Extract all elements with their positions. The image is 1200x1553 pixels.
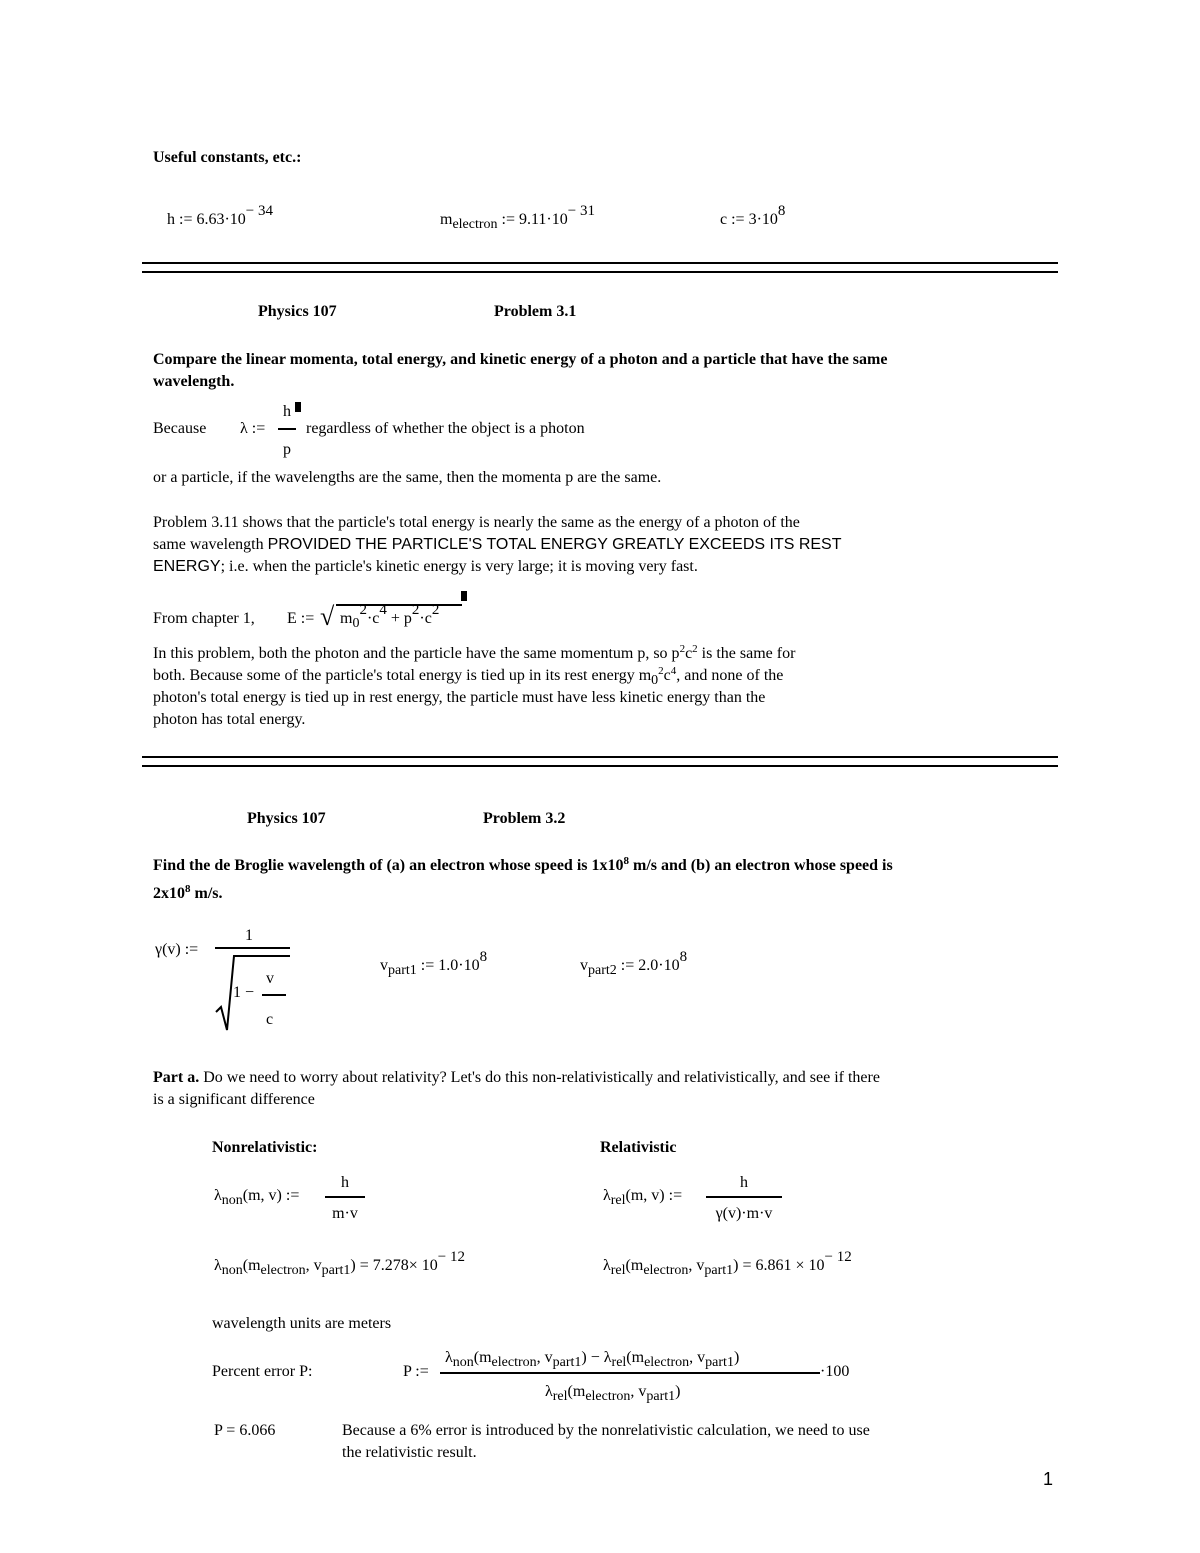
- lambda-rel-result: λrel(melectron, vpart1) = 6.861 × 10− 12: [603, 1249, 852, 1278]
- relativistic-heading: Relativistic: [600, 1139, 677, 1156]
- lambda-rel-numerator: h: [740, 1174, 748, 1191]
- times-100: ·100: [820, 1363, 850, 1380]
- lambda-rel-denominator: γ(v)·m·v: [715, 1205, 773, 1222]
- nonrelativistic-heading: Nonrelativistic:: [212, 1139, 318, 1156]
- course-title: Physics 107: [258, 303, 337, 320]
- regardless-text: regardless of whether the object is a photon: [306, 420, 585, 437]
- fraction-bar: [215, 947, 290, 949]
- energy-radicand: m02·c4 + p2·c2: [340, 602, 440, 631]
- lambda-rel-definition: λrel(m, v) :=: [603, 1187, 683, 1208]
- v-part1-definition: vpart1 := 1.0·108: [380, 949, 488, 978]
- part-a-text-cont: is a significant difference: [153, 1091, 315, 1108]
- page-number: 1: [1043, 1469, 1054, 1489]
- problem-title: Problem 3.2: [483, 810, 566, 827]
- fraction-bar: [262, 994, 286, 996]
- percent-error-label: Percent error P:: [212, 1363, 313, 1380]
- paragraph-line: Problem 3.11 shows that the particle's total energy is nearly the same as the energy of a photon of the: [153, 514, 800, 531]
- sqrt-icon: √: [320, 602, 335, 631]
- constants-heading: Useful constants, etc.:: [153, 149, 302, 166]
- lambda-non-numerator: h: [341, 1174, 349, 1191]
- speed-of-light-definition: c := 3·108: [720, 203, 786, 228]
- gamma-c-squared: c: [266, 1011, 274, 1028]
- paragraph-line: photon's total energy is tied up in rest energy, the particle must have less kinetic energy than the: [153, 689, 766, 706]
- sqrt-overline: [336, 604, 462, 606]
- paragraph-line: ENERGY; i.e. when the particle's kinetic energy is very large; it is moving very fast.: [153, 558, 698, 575]
- gamma-numerator: 1: [245, 927, 253, 944]
- fraction-bar: [706, 1196, 782, 1198]
- problem-question-cont: wavelength.: [153, 373, 235, 390]
- planck-constant-definition: h := 6.63·10− 34: [167, 203, 274, 228]
- percent-error-numerator: λnon(melectron, vpart1) − λrel(melectron, vpart1): [445, 1349, 740, 1370]
- section-divider: [142, 756, 1058, 767]
- paragraph-line: same wavelength PROVIDED THE PARTICLE'S TOTAL ENERGY GREATLY EXCEEDS ITS REST: [153, 536, 842, 553]
- fraction-bar: [325, 1196, 365, 1198]
- problem-question: Find the de Broglie wavelength of (a) an electron whose speed is $1x10^8$ m/s and (b) an electron whose speed is: [153, 855, 893, 874]
- lambda-non-result: λnon(melectron, vpart1) = 7.278× 10− 12: [214, 1249, 465, 1278]
- gamma-inner: 1 −: [233, 984, 255, 1001]
- percent-error-denominator: λrel(melectron, vpart1): [545, 1383, 681, 1404]
- gamma-v-squared: v: [266, 970, 274, 987]
- problem-question-cont: $2x10^8$ m/s.: [153, 883, 223, 902]
- lambda-non-denominator: m·v: [332, 1205, 358, 1222]
- energy-lhs: E :=: [287, 610, 315, 627]
- paragraph-line: photon has total energy.: [153, 711, 306, 728]
- lambda-denominator: p: [283, 441, 291, 458]
- gamma-lhs: γ(v) :=: [155, 941, 199, 958]
- from-chapter-label: From chapter 1,: [153, 610, 255, 627]
- momenta-statement: or a particle, if the wavelengths are the same, then the momenta p are the same.: [153, 469, 662, 486]
- percent-error-result: P = 6.066: [214, 1422, 276, 1439]
- conclusion-text-cont: the relativistic result.: [342, 1444, 477, 1461]
- problem-title: Problem 3.1: [494, 303, 577, 320]
- paragraph-line: In this problem, both the photon and the particle have the same momentum p, so $p^2c^2$ is the same for: [153, 643, 796, 662]
- conclusion-text: Because a 6% error is introduced by the nonrelativistic calculation, we need to use: [342, 1422, 870, 1439]
- units-note: wavelength units are meters: [212, 1315, 392, 1332]
- lambda-lhs: λ :=: [240, 420, 266, 437]
- lambda-non-definition: λnon(m, v) :=: [214, 1187, 300, 1208]
- electron-mass-definition: melectron := 9.11·10− 31: [440, 203, 595, 232]
- fraction-bar: [440, 1372, 820, 1374]
- part-a-text: Part a. Do we need to worry about relativity? Let's do this non-relativistically and relativistically, and see if there: [153, 1069, 880, 1086]
- fraction-bar: [278, 428, 296, 430]
- P-lhs: P :=: [403, 1363, 429, 1380]
- because-label: Because: [153, 420, 207, 437]
- course-title: Physics 107: [247, 810, 326, 827]
- section-divider: [142, 262, 1058, 273]
- paragraph-line: both. Because some of the particle's total energy is tied up in its rest energy $m0^2c^4$, and none of the: [153, 665, 784, 688]
- problem-question: Compare the linear momenta, total energy, and kinetic energy of a photon and a particle that have the same: [153, 351, 888, 368]
- lambda-numerator: h: [283, 403, 291, 420]
- edit-marker-icon: [461, 591, 467, 601]
- v-part2-definition: vpart2 := 2.0·108: [580, 949, 688, 978]
- edit-marker-icon: [295, 402, 301, 412]
